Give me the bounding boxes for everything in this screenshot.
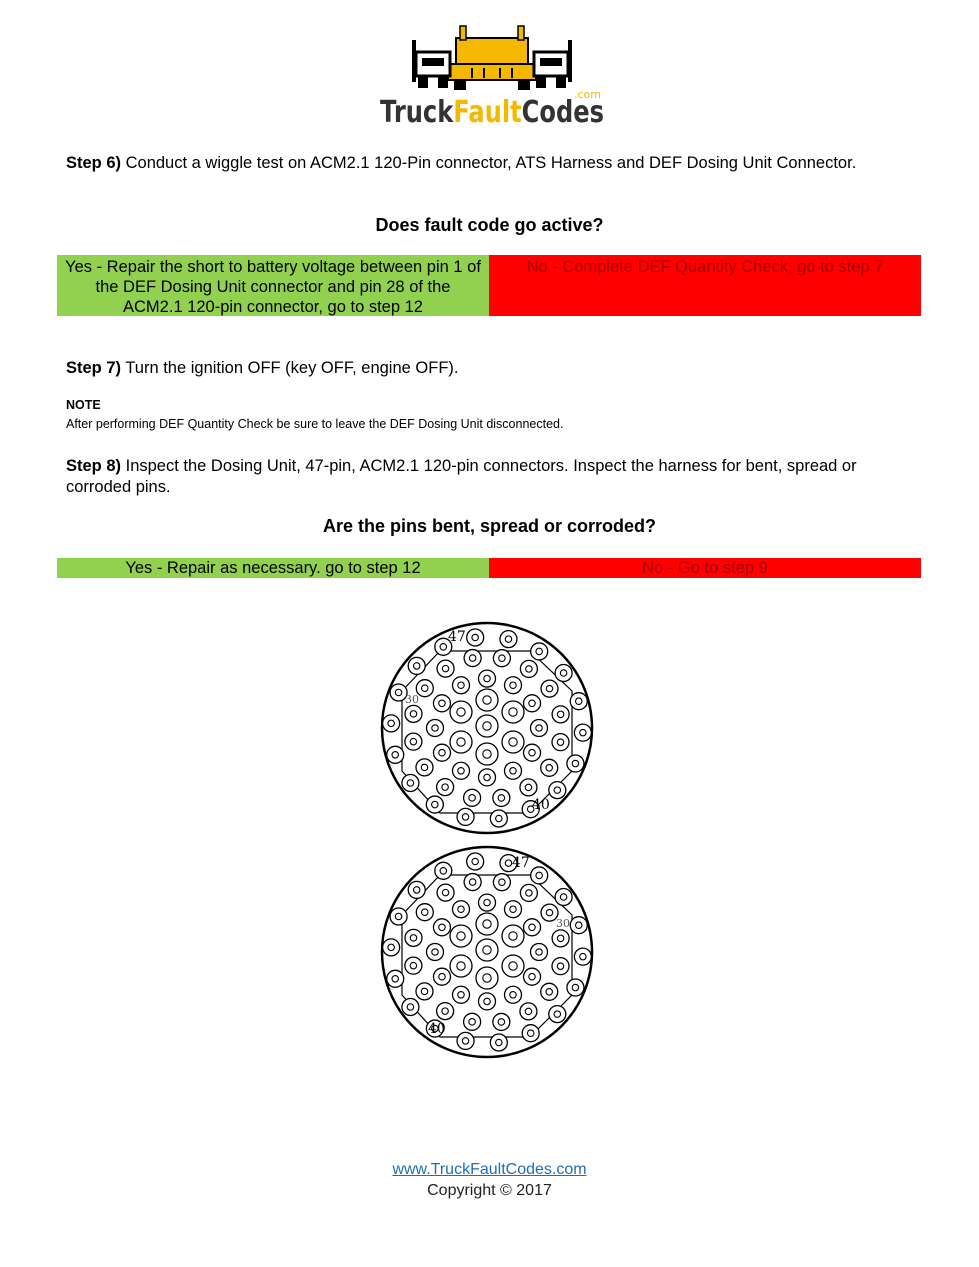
decision-1-no: No - Complete DEF Quantity Check, go to step 7	[489, 255, 921, 316]
connector-pin	[476, 715, 498, 737]
connector-pin	[502, 701, 524, 723]
connector-pin	[453, 986, 470, 1003]
connector-pin	[574, 948, 591, 965]
step-6-label: Step 6)	[66, 154, 122, 172]
logo-text-com: .com	[574, 88, 601, 101]
connector-pin	[383, 939, 400, 956]
connector-pin	[402, 774, 419, 791]
connector-pin	[450, 731, 472, 753]
connector-pin	[552, 930, 569, 947]
connector-pin	[450, 925, 472, 947]
connector-pin	[479, 670, 496, 687]
connector-pin	[416, 904, 433, 921]
truck-icon	[376, 18, 608, 130]
decision-2-yes: Yes - Repair as necessary. go to step 12	[57, 558, 489, 578]
connector-pin	[541, 680, 558, 697]
connector-pin	[500, 631, 517, 648]
pin-label-47: 47	[512, 855, 530, 871]
step-6	[66, 153, 926, 174]
connector-pin	[433, 919, 450, 936]
connector-pin	[437, 779, 454, 796]
connector-pin	[549, 782, 566, 799]
connector-pin	[522, 1025, 539, 1042]
pin-label-30: 30	[405, 693, 419, 706]
connector-pin	[555, 665, 572, 682]
connector-pin	[479, 894, 496, 911]
connector-pin	[520, 1003, 537, 1020]
connector-pin	[493, 874, 510, 891]
connector-pin	[479, 993, 496, 1010]
footer-website-link[interactable]: www.TruckFaultCodes.com	[392, 1161, 587, 1178]
connector-pin	[426, 796, 443, 813]
connector-47-pin-diagram-top	[380, 621, 594, 835]
connector-pin	[405, 705, 422, 722]
pin-label-40: 40	[532, 797, 550, 813]
svg-text:TruckFaultCodes	[380, 95, 607, 130]
connector-pin	[457, 808, 474, 825]
connector-pin	[405, 733, 422, 750]
connector-pin	[405, 929, 422, 946]
connector-pin	[476, 939, 498, 961]
connector-pin	[502, 731, 524, 753]
connector-pin	[490, 810, 507, 827]
connector-pin	[476, 913, 498, 935]
connector-pin	[520, 660, 537, 677]
connector-pin	[433, 695, 450, 712]
connector-pin	[502, 955, 524, 977]
connector-pin	[402, 998, 419, 1015]
connector-pin	[387, 970, 404, 987]
pin-label-47: 47	[448, 629, 466, 645]
connector-pin	[457, 1032, 474, 1049]
connector-pin	[453, 762, 470, 779]
step-7-label: Step 7)	[66, 359, 122, 377]
connector-pin	[433, 968, 450, 985]
connector-pin	[427, 944, 444, 961]
connector-pin	[531, 643, 548, 660]
connector-pin	[493, 1013, 510, 1030]
connector-pin	[383, 715, 400, 732]
connector-pin	[464, 650, 481, 667]
connector-pin	[524, 919, 541, 936]
connector-pin	[450, 701, 472, 723]
connector-pin	[464, 1013, 481, 1030]
connector-pin	[405, 957, 422, 974]
connector-pin	[408, 881, 425, 898]
connector-pin	[574, 724, 591, 741]
step-8-text: Inspect the Dosing Unit, 47-pin, ACM2.1 120-pin connectors. Inspect the harness for bent, spread or corroded pins.	[66, 457, 857, 496]
connector-pin	[416, 759, 433, 776]
connector-pin	[437, 884, 454, 901]
connector-pin	[524, 744, 541, 761]
connector-pin	[453, 901, 470, 918]
connector-pin	[427, 720, 444, 737]
truckfaultcodes-logo	[376, 18, 608, 130]
connector-pin	[390, 908, 407, 925]
connector-pin	[552, 958, 569, 975]
connector-pin	[524, 968, 541, 985]
pin-label-30: 30	[556, 917, 570, 930]
step-7	[66, 358, 926, 379]
connector-pin	[493, 789, 510, 806]
connector-pin	[555, 889, 572, 906]
note-text: After performing DEF Quantity Check be sure to leave the DEF Dosing Unit disconnected.	[66, 417, 564, 431]
connector-pin	[464, 789, 481, 806]
connector-pin	[467, 853, 484, 870]
connector-pin	[476, 967, 498, 989]
step-8-label: Step 8)	[66, 457, 122, 475]
connector-pin	[567, 755, 584, 772]
connector-pin	[476, 689, 498, 711]
decision-1-yes: Yes - Repair the short to battery voltage between pin 1 of the DEF Dosing Unit connector and pin 28 of the ACM2.1 120-pin connector, go to step 12	[57, 255, 489, 316]
connector-pin	[416, 983, 433, 1000]
connector-pin	[467, 629, 484, 646]
connector-pin	[450, 955, 472, 977]
connector-pin	[531, 867, 548, 884]
decision-2-no: No - Go to step 9	[489, 558, 921, 578]
connector-pin	[453, 677, 470, 694]
connector-pin	[505, 986, 522, 1003]
connector-pin	[541, 983, 558, 1000]
connector-pin	[541, 759, 558, 776]
pin-label-40: 40	[428, 1021, 446, 1037]
connector-47-pin-diagram-bottom	[380, 845, 594, 1059]
connector-pin	[464, 874, 481, 891]
connector-pin	[493, 650, 510, 667]
connector-pin	[437, 1003, 454, 1020]
logo-text-codes: Code	[521, 95, 607, 130]
connector-pin	[531, 720, 548, 737]
connector-pin	[505, 762, 522, 779]
logo-text-fault: Fault	[453, 95, 539, 130]
connector-pin	[437, 660, 454, 677]
connector-pin	[387, 746, 404, 763]
connector-pin	[505, 677, 522, 694]
connector-pin	[552, 706, 569, 723]
connector-pin	[502, 925, 524, 947]
note-title: NOTE	[66, 398, 101, 412]
connector-pin	[520, 884, 537, 901]
connector-pin	[531, 944, 548, 961]
question-2: Are the pins bent, spread or corroded?	[322, 516, 657, 536]
decision-1	[57, 255, 921, 316]
connector-pin	[552, 734, 569, 751]
connector-pin	[570, 693, 587, 710]
connector-pin	[433, 744, 450, 761]
decision-2	[57, 558, 921, 578]
connector-pin	[505, 901, 522, 918]
connector-pin	[479, 769, 496, 786]
footer-copyright: Copyright © 2017	[427, 1182, 552, 1199]
step-8	[66, 456, 926, 498]
connector-pin	[408, 657, 425, 674]
connector-pin	[570, 917, 587, 934]
question-1: Does fault code go active?	[375, 215, 604, 235]
logo-text-truck: Truck	[380, 95, 472, 130]
connector-pin	[490, 1034, 507, 1051]
connector-pin	[520, 779, 537, 796]
connector-pin	[435, 862, 452, 879]
connector-pin	[549, 1006, 566, 1023]
step-6-text: Conduct a wiggle test on ACM2.1 120-Pin connector, ATS Harness and DEF Dosing Unit Connector.	[125, 154, 857, 172]
connector-pin	[524, 695, 541, 712]
step-7-text: Turn the ignition OFF (key OFF, engine OFF).	[125, 359, 459, 377]
connector-pin	[476, 743, 498, 765]
connector-pin	[567, 979, 584, 996]
